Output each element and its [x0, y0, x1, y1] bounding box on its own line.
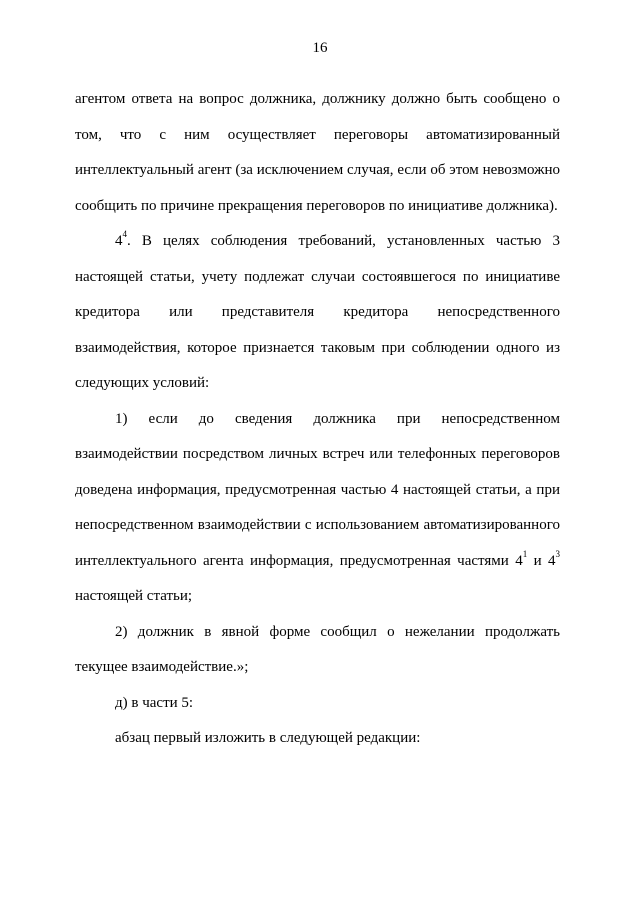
document-body [75, 82, 560, 757]
list-item-2: 2) должник в явной форме сообщил о нежелании продолжать текущее взаимодействие.»; [75, 623, 560, 675]
paragraph-continuation: агентом ответа на вопрос должника, должнику должно быть сообщено о том, что с ним осуществляет переговоры автоматизированный интеллектуальный агент (за исключением случая, если об этом невозможно сообщить по причине прекращения переговоров по инициативе должника). [75, 91, 560, 214]
paragraph-instruction: абзац первый изложить в следующей редакции: [115, 730, 421, 746]
paragraph-marker: $4^4$. [115, 229, 131, 249]
section-d: д) в части 5: [115, 694, 194, 711]
paragraph-4-4 [75, 224, 560, 402]
list-item-1: 1) если до сведения должника при непосредственном взаимодействии посредством личных встреч или телефонных переговоров доведена информация, предусмотренная частью 4 настоящей статьи, а при непосредственном взаимодействии с использованием автоматизированного интеллектуального агента информация, предусмотренная частями $4^1$ и $4^3$ настоящей статьи; [75, 410, 560, 604]
paragraph-text: В целях соблюдения требований, установленных частью 3 настоящей статьи, учету подлежат случаи состоявшегося по инициативе кредитора или представителя кредитора непосредственного взаимодействия, которое признается таковым при соблюдении одного из следующих условий: [75, 233, 560, 391]
page-number: 16 [312, 40, 328, 56]
